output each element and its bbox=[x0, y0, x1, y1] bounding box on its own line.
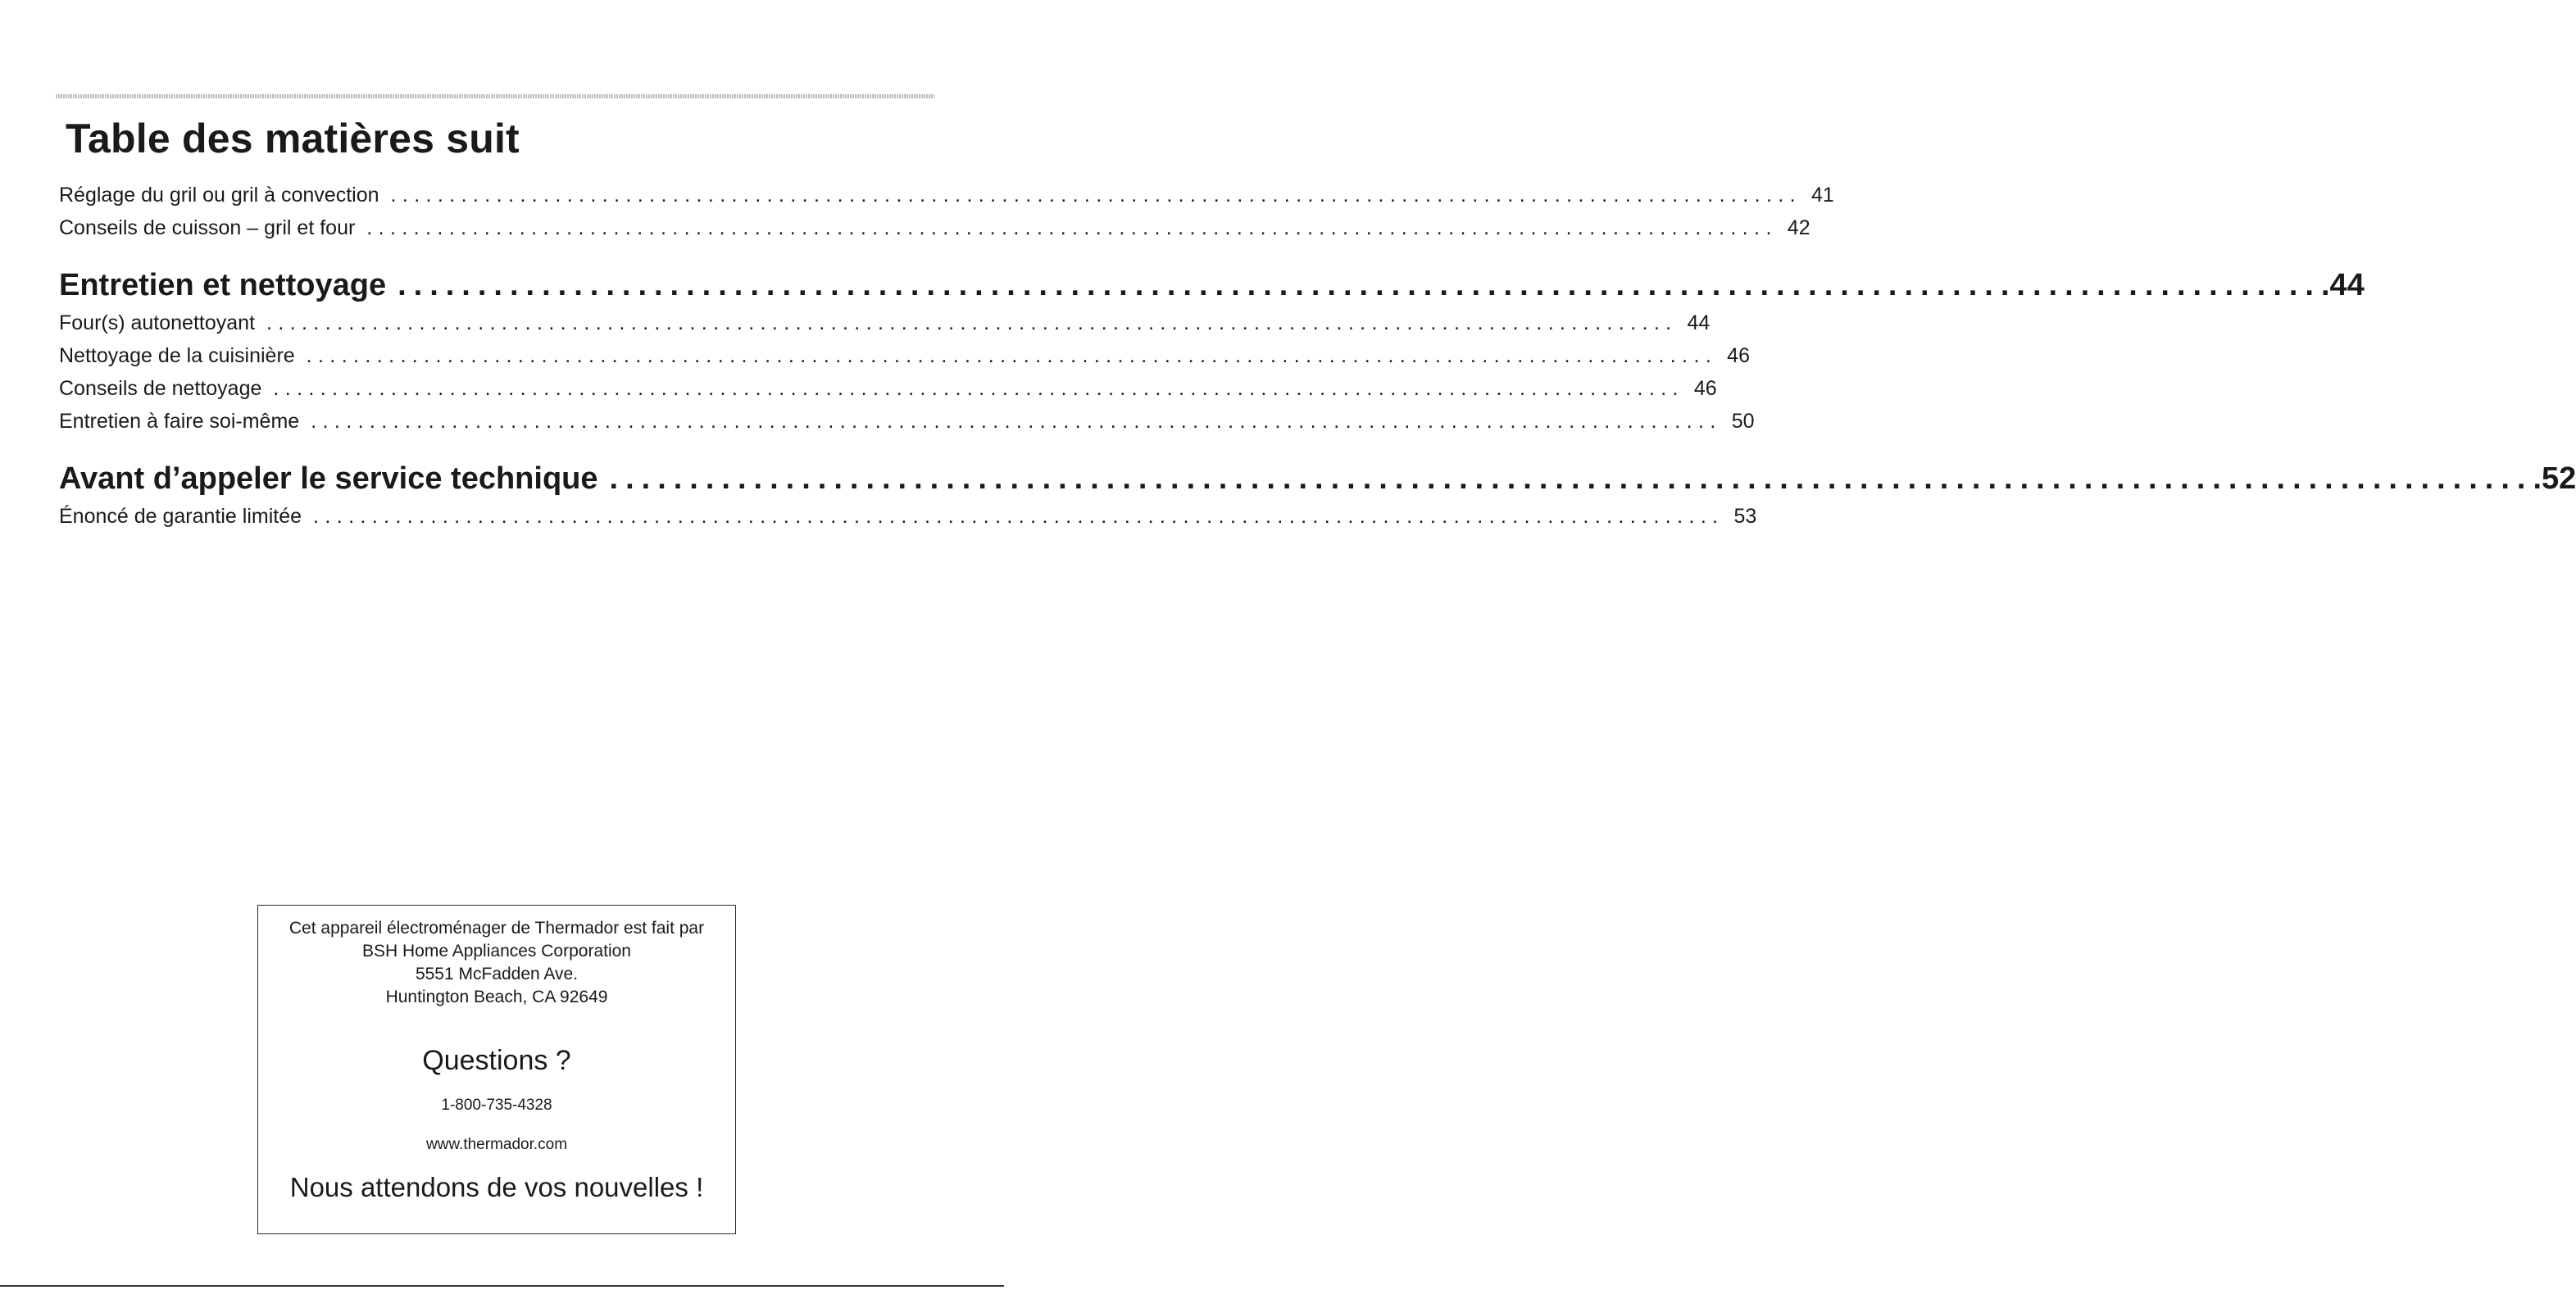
toc-section-label: Avant d’appeler le service technique bbox=[59, 461, 598, 496]
toc-entry-label: Énoncé de garantie limitée bbox=[59, 505, 302, 528]
toc-entry-page: 50 bbox=[1731, 410, 1755, 433]
phone-number: 1-800-735-4328 bbox=[441, 1097, 552, 1114]
toc-entry-page: 46 bbox=[1727, 344, 1750, 367]
toc-entry[interactable] bbox=[59, 339, 1750, 372]
toc-entry-label: Entretien à faire soi-même bbox=[59, 410, 300, 433]
dot-leader: ........................................................................................................................ bbox=[311, 410, 1722, 433]
toc-entry-label: Conseils de nettoyage bbox=[59, 377, 262, 400]
toc-entry-page: 41 bbox=[1811, 184, 1834, 207]
address-line: Huntington Beach, CA 92649 bbox=[385, 988, 608, 1006]
dot-leader: ........................................................................................................................ bbox=[398, 268, 2321, 302]
questions-heading: Questions ? bbox=[422, 1045, 571, 1076]
toc-entry-page: 44 bbox=[1687, 311, 1711, 334]
closing-message: Nous attendons de vos nouvelles ! bbox=[289, 1172, 704, 1202]
dot-leader: ........................................................................................................................ bbox=[266, 311, 1678, 334]
toc-section-heading[interactable] bbox=[59, 457, 2576, 500]
toc-entry-page: 53 bbox=[1733, 505, 1757, 528]
bottom-rule bbox=[0, 1285, 1004, 1287]
manufacturer-address bbox=[258, 917, 735, 1009]
toc-entry[interactable] bbox=[59, 372, 1717, 405]
toc-entry-label: Conseils de cuisson – gril et four bbox=[59, 216, 356, 239]
table-of-contents bbox=[59, 179, 2576, 533]
toc-entry[interactable] bbox=[59, 500, 1757, 533]
toc-entry-label: Four(s) autonettoyant bbox=[59, 311, 256, 334]
toc-section-page: .52 bbox=[2533, 461, 2576, 496]
toc-entry[interactable] bbox=[59, 211, 1810, 244]
manufacturer-info-box bbox=[257, 905, 736, 1234]
address-line: Cet appareil électroménager de Thermador est fait par bbox=[288, 919, 705, 938]
toc-entry[interactable] bbox=[59, 405, 1755, 438]
toc-entry[interactable] bbox=[59, 307, 1711, 339]
dot-leader: ........................................................................................................................ bbox=[273, 377, 1684, 400]
toc-section-page: .44 bbox=[2321, 268, 2365, 302]
top-dotted-rule bbox=[56, 94, 934, 98]
dot-leader: ........................................................................................................................ bbox=[366, 216, 1778, 239]
page-title: Table des matières suit bbox=[66, 116, 520, 161]
toc-section-label: Entretien et nettoyage bbox=[59, 268, 387, 302]
toc-entry[interactable] bbox=[59, 179, 1834, 211]
toc-section-heading[interactable] bbox=[59, 264, 2365, 307]
dot-leader: ........................................................................................................................ bbox=[306, 344, 1718, 367]
toc-entry-page: 46 bbox=[1693, 377, 1717, 400]
address-line: 5551 McFadden Ave. bbox=[415, 965, 579, 983]
website-link[interactable]: www.thermador.com bbox=[425, 1136, 568, 1153]
address-line: BSH Home Appliances Corporation bbox=[361, 942, 631, 961]
dot-leader: ........................................................................................................................ bbox=[313, 505, 1724, 528]
toc-entry-label: Nettoyage de la cuisinière bbox=[59, 344, 295, 367]
dot-leader: ........................................................................................................................ bbox=[390, 184, 1802, 207]
toc-entry-page: 42 bbox=[1787, 216, 1810, 239]
dot-leader: ........................................................................................................................ bbox=[609, 461, 2533, 496]
toc-entry-label: Réglage du gril ou gril à convection bbox=[59, 184, 379, 207]
